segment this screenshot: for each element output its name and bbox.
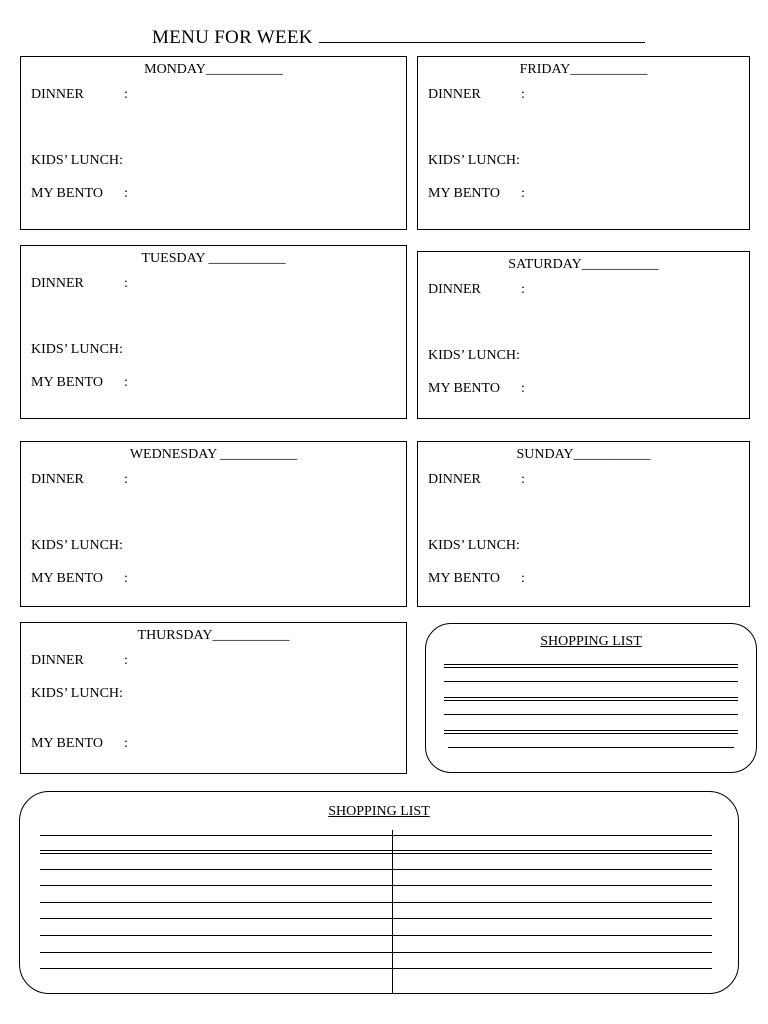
dinner-row [428, 87, 525, 103]
dinner-label: DINNER [31, 87, 84, 102]
shopping-line [40, 902, 712, 903]
day-box-thursday [20, 622, 407, 774]
my-bento-label: MY BENTO [31, 375, 103, 390]
colon: : [124, 375, 128, 390]
kids-lunch-label: KIDS’ LUNCH: [428, 348, 520, 363]
my-bento-row [31, 186, 128, 202]
my-bento-row [31, 571, 128, 587]
kids-lunch-label: KIDS’ LUNCH: [31, 153, 123, 168]
my-bento-label: MY BENTO [31, 186, 103, 201]
kids-lunch-row [31, 538, 123, 554]
shopping-line [40, 935, 712, 936]
day-box-sunday [417, 441, 750, 607]
dinner-row [31, 276, 128, 292]
dinner-label: DINNER [31, 472, 84, 487]
shopping-line [444, 664, 738, 665]
my-bento-row [31, 375, 128, 391]
day-name-friday: FRIDAY___________ [519, 62, 648, 77]
my-bento-label: MY BENTO [428, 381, 500, 396]
shopping-line [448, 747, 734, 748]
shopping-line [40, 968, 712, 969]
shopping-line [40, 952, 712, 953]
dinner-row [428, 472, 525, 488]
dinner-label: DINNER [428, 472, 481, 487]
day-box-monday [20, 56, 407, 230]
kids-lunch-row [31, 153, 123, 169]
colon: : [521, 186, 525, 201]
kids-lunch-label: KIDS’ LUNCH: [31, 538, 123, 553]
shopping-list-small [425, 623, 757, 773]
dinner-label: DINNER [31, 653, 84, 668]
my-bento-label: MY BENTO [31, 571, 103, 586]
colon: : [521, 282, 525, 297]
my-bento-row [428, 571, 525, 587]
kids-lunch-row [428, 153, 520, 169]
my-bento-row [31, 736, 128, 752]
day-box-friday [417, 56, 750, 230]
my-bento-label: MY BENTO [428, 571, 500, 586]
dinner-label: DINNER [428, 87, 481, 102]
kids-lunch-row [31, 342, 123, 358]
dinner-label: DINNER [31, 276, 84, 291]
kids-lunch-row [428, 538, 520, 554]
day-name-monday: MONDAY___________ [144, 62, 283, 77]
dinner-row [31, 472, 128, 488]
colon: : [521, 472, 525, 487]
kids-lunch-label: KIDS’ LUNCH: [428, 538, 520, 553]
kids-lunch-row [31, 686, 123, 702]
shopping-line [444, 697, 738, 698]
colon: : [124, 186, 128, 201]
shopping-list-heading: SHOPPING LIST [328, 804, 430, 819]
shopping-line [40, 918, 712, 919]
dinner-row [31, 653, 128, 669]
kids-lunch-label: KIDS’ LUNCH: [31, 342, 123, 357]
shopping-line [444, 714, 738, 715]
day-name-tuesday: TUESDAY ___________ [141, 251, 286, 266]
day-name-wednesday: WEDNESDAY ___________ [129, 447, 298, 462]
dinner-row [428, 282, 525, 298]
colon: : [124, 736, 128, 751]
shopping-line [40, 869, 712, 870]
colon: : [124, 472, 128, 487]
shopping-line [444, 681, 738, 682]
dinner-label: DINNER [428, 282, 481, 297]
colon: : [124, 87, 128, 102]
day-box-saturday [417, 251, 750, 419]
day-name-sunday: SUNDAY___________ [516, 447, 651, 462]
shopping-line [444, 730, 738, 731]
day-box-tuesday [20, 245, 407, 419]
day-name-thursday: THURSDAY___________ [137, 628, 290, 643]
shopping-line [40, 835, 712, 836]
colon: : [124, 276, 128, 291]
colon: : [124, 653, 128, 668]
shopping-list-large [19, 791, 739, 994]
colon: : [521, 87, 525, 102]
kids-lunch-row [428, 348, 520, 364]
colon: : [124, 571, 128, 586]
my-bento-row [428, 381, 525, 397]
shopping-line [40, 850, 712, 851]
my-bento-row [428, 186, 525, 202]
shopping-list-heading: SHOPPING LIST [540, 634, 642, 649]
my-bento-label: MY BENTO [428, 186, 500, 201]
colon: : [521, 381, 525, 396]
colon: : [521, 571, 525, 586]
dinner-row [31, 87, 128, 103]
my-bento-label: MY BENTO [31, 736, 103, 751]
page-title [152, 24, 645, 52]
shopping-line [40, 885, 712, 886]
day-box-wednesday [20, 441, 407, 607]
kids-lunch-label: KIDS’ LUNCH: [428, 153, 520, 168]
week-blank-line [319, 24, 645, 43]
day-name-saturday: SATURDAY___________ [508, 257, 659, 272]
kids-lunch-label: KIDS’ LUNCH: [31, 686, 123, 701]
page-title-text: MENU FOR WEEK [152, 27, 313, 48]
column-divider [392, 830, 393, 994]
